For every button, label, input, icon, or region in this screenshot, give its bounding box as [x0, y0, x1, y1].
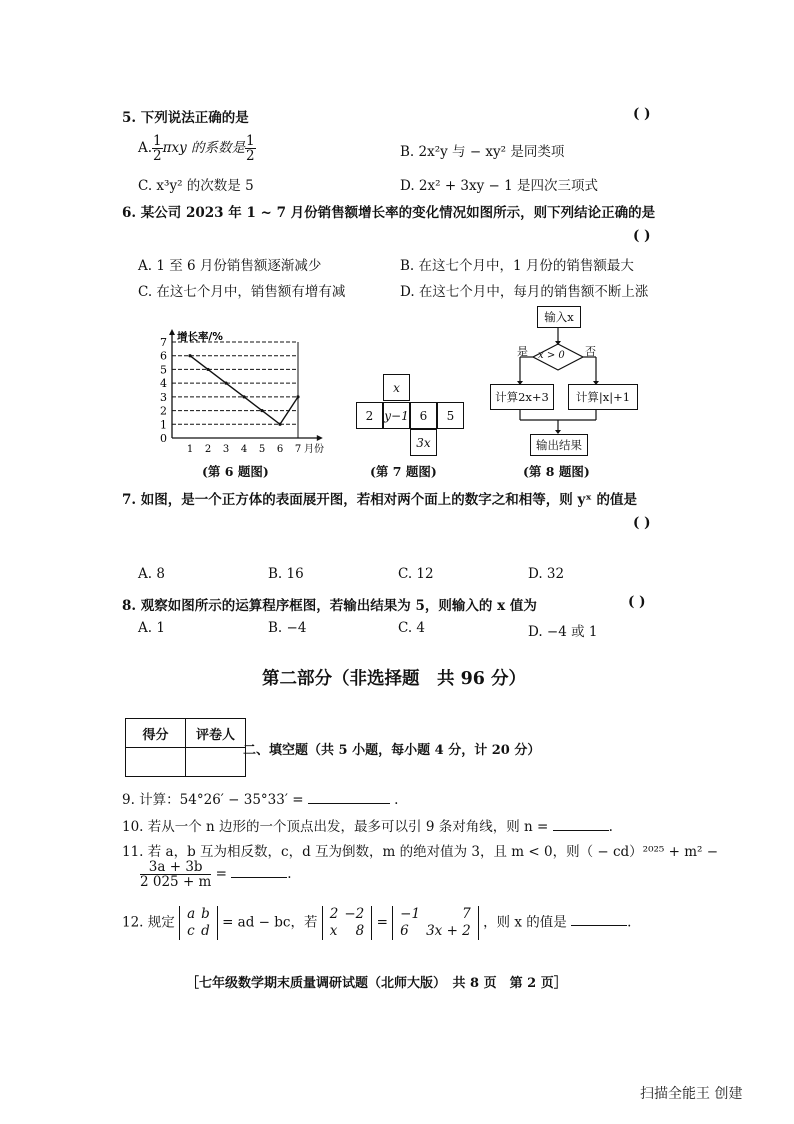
cube-face-left: 2	[356, 402, 383, 429]
q5-option-a	[138, 134, 256, 163]
cube-face-top: x	[383, 374, 410, 401]
q8-option-c: C. 4	[398, 620, 426, 636]
x-tick-label: 2	[204, 444, 212, 455]
data-point	[242, 395, 245, 398]
q7-option-a: A. 8	[138, 566, 165, 582]
y-axis-arrow	[169, 329, 175, 335]
q5-option-b: B. 2x²y 与 − xy² 是同类项	[400, 144, 565, 160]
y-tick-label: 0	[160, 432, 167, 445]
y-tick-label: 2	[160, 404, 167, 418]
q8-option-d: D. −4 或 1	[528, 624, 598, 640]
q10: 10. 若从一个 n 边形的一个顶点出发，最多可以引 9 条对角线，则 n = .	[122, 819, 613, 835]
data-point	[224, 382, 227, 385]
q8-stem: 8. 观察如图所示的运算程序框图，若输出结果为 5，则输入的 x 值为	[122, 598, 537, 614]
q5-a-expr: πxy 的系数是	[162, 140, 246, 157]
q9-text: 9. 计算：54°26′ − 35°33′ =	[122, 792, 304, 808]
x-tick-label: 5	[258, 444, 266, 455]
series-line	[190, 356, 298, 425]
q12-determinant-definition: a b c d	[179, 906, 218, 940]
q12: 12. 规定 a b c d = ad − bc，若 2 −2 x 8 = −1 7 6 3x + 2 ，则 x 的值是 .	[122, 906, 632, 939]
grader-cell[interactable]	[186, 748, 246, 777]
q9-answer-blank[interactable]	[308, 803, 390, 804]
q12-prefix: 12. 规定	[122, 914, 175, 931]
data-point	[296, 395, 299, 398]
q5-option-d: D. 2x² + 3xy − 1 是四次三项式	[400, 178, 599, 194]
q7-answer-paren: ( )	[633, 515, 651, 531]
q10-text: 10. 若从一个 n 边形的一个顶点出发，最多可以引 9 条对角线，则 n =	[122, 819, 549, 835]
fig8-caption: (第 8 题图)	[523, 464, 590, 479]
x-tick-label: 3	[222, 444, 230, 455]
q12-determinant-left: 2 −2 x 8	[322, 906, 373, 940]
fig7-caption: (第 7 题图)	[370, 464, 437, 479]
q5-option-c: C. x³y² 的次数是 5	[138, 178, 254, 194]
data-point	[260, 409, 263, 412]
data-point	[188, 354, 191, 357]
q6-option-a: A. 1 至 6 月份销售额逐渐减少	[138, 258, 322, 274]
q8-answer-paren: ( )	[628, 594, 646, 610]
section2-title: 二、填空题（共 5 小题，每小题 4 分，计 20 分）	[243, 743, 541, 758]
q6-answer-paren: ( )	[633, 228, 651, 244]
flowchart-no-label: 否	[585, 345, 596, 358]
flowchart-left-calc-box: 计算2x+3	[490, 384, 554, 410]
x-tick-label: 1	[186, 444, 194, 455]
q6-option-b: B. 在这七个月中，1 月份的销售额最大	[400, 258, 634, 274]
q12-answer-blank[interactable]	[571, 925, 627, 926]
score-table	[125, 718, 246, 777]
q11-answer-blank[interactable]	[231, 877, 287, 878]
flowchart-output-box: 输出结果	[530, 434, 588, 456]
fig6-caption: (第 6 题图)	[202, 464, 269, 479]
cube-face-bottom: 3x	[410, 429, 437, 456]
scanner-watermark: 扫描全能王 创建	[640, 1086, 743, 1102]
q10-answer-blank[interactable]	[553, 830, 609, 831]
q5-a-label: A.	[138, 140, 153, 157]
y-tick-label: 7	[160, 336, 167, 349]
q8-option-b: B. −4	[268, 620, 307, 636]
grader-header: 评卷人	[186, 719, 246, 748]
cube-face-middle: y−1	[383, 402, 410, 429]
x-axis-label: 月份	[304, 444, 324, 455]
q12-determinant-right: −1 7 6 3x + 2	[392, 906, 479, 940]
y-tick-label: 3	[160, 390, 167, 404]
q5-a-fraction2: $\frac{1}{2}$	[246, 133, 255, 165]
data-point	[206, 368, 209, 371]
x-tick-label: 4	[240, 444, 248, 455]
q5-a-fraction: $\frac{1}{2}$	[153, 133, 162, 165]
q11-fraction: $\frac{3a + 3b}{2 025 + m}$	[140, 859, 212, 891]
flowchart-condition: x > 0	[538, 350, 565, 361]
cube-face-five: 5	[437, 402, 464, 429]
q6-stem: 6. 某公司 2023 年 1 ~ 7 月份销售额增长率的变化情况如图所示，则下列结论正确的是	[122, 205, 656, 221]
y-tick-label: 6	[160, 349, 167, 363]
q9: 9. 计算：54°26′ − 35°33′ = .	[122, 792, 399, 808]
q7-option-c: C. 12	[398, 566, 434, 582]
score-cell[interactable]	[126, 748, 186, 777]
x-tick-label: 7	[294, 444, 302, 455]
q11-line1: 11. 若 a，b 互为相反数，c，d 互为倒数，m 的绝对值为 3，且 m < 0，则（ − cd）²⁰²⁵ + m² −	[122, 844, 719, 860]
q7-option-b: B. 16	[268, 566, 304, 582]
q8-option-a: A. 1	[138, 620, 165, 636]
x-tick-label: 6	[276, 444, 284, 455]
y-tick-label: 4	[160, 377, 167, 391]
part2-title: 第二部分（非选择题 共 96 分）	[262, 669, 527, 689]
q6-option-c: C. 在这七个月中，销售额有增有减	[138, 284, 346, 300]
page-footer: ［七年级数学期末质量调研试题（北师大版） 共 8 页 第 2 页］	[186, 976, 567, 991]
growth-rate-line-chart	[150, 328, 335, 463]
y-tick-label: 5	[160, 363, 167, 377]
q11-line2: $\frac{3a + 3b}{2 025 + m}$ = .	[140, 859, 292, 891]
y-axis-label: 增长率/%	[177, 331, 223, 343]
flowchart-yes-label: 是	[517, 345, 528, 358]
score-header: 得分	[126, 719, 186, 748]
x-axis-arrow	[317, 435, 323, 441]
flowchart-input-box: 输入x	[537, 306, 581, 328]
y-tick-label: 1	[160, 418, 167, 432]
q5-stem: 5. 下列说法正确的是	[122, 110, 249, 126]
cube-face-six: 6	[410, 402, 437, 429]
q7-option-d: D. 32	[528, 566, 565, 582]
q7-stem: 7. 如图，是一个正方体的表面展开图，若相对两个面上的数字之和相等，则 yˣ 的值是	[122, 492, 637, 508]
q5-answer-paren: ( )	[633, 106, 651, 122]
q6-option-d: D. 在这七个月中，每月的销售额不断上涨	[400, 284, 649, 300]
flowchart-right-calc-box: 计算|x|+1	[568, 384, 638, 410]
data-point	[278, 423, 281, 426]
